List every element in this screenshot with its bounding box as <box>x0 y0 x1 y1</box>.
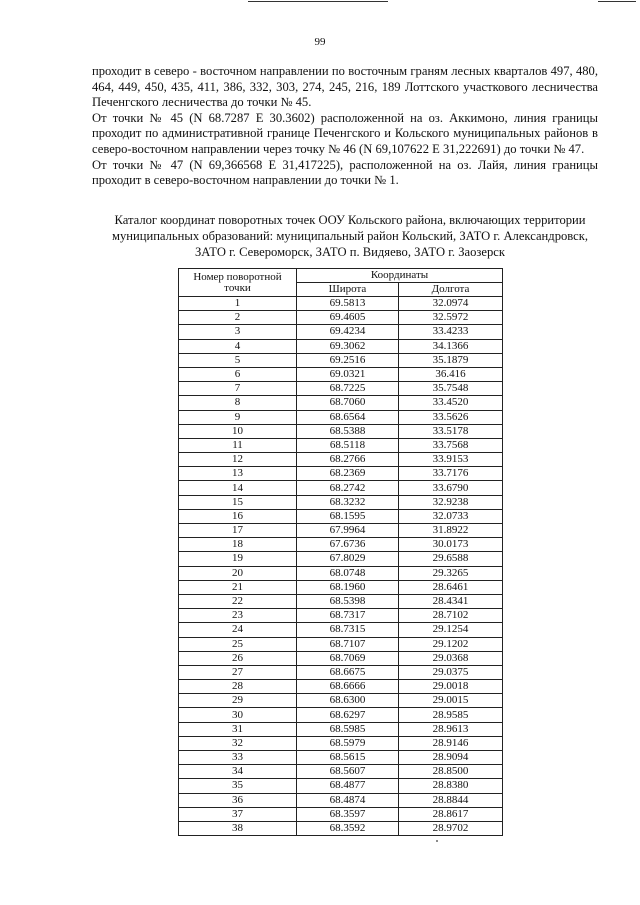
longitude-cell: 29.0375 <box>399 665 503 679</box>
latitude-cell: 68.5398 <box>297 594 399 608</box>
longitude-cell: 33.4233 <box>399 325 503 339</box>
table-row <box>179 438 503 452</box>
point-number-cell: 11 <box>179 438 297 452</box>
table-row <box>179 566 503 580</box>
longitude-cell: 33.7568 <box>399 438 503 452</box>
latitude-cell: 68.5979 <box>297 736 399 750</box>
table-caption <box>60 212 640 260</box>
point-number-cell: 26 <box>179 651 297 665</box>
longitude-cell: 28.9613 <box>399 722 503 736</box>
table-row <box>179 396 503 410</box>
longitude-cell: 28.8500 <box>399 765 503 779</box>
point-number-cell: 35 <box>179 779 297 793</box>
longitude-cell: 33.9153 <box>399 453 503 467</box>
latitude-cell: 68.6675 <box>297 665 399 679</box>
table-row <box>179 524 503 538</box>
point-number-cell: 6 <box>179 367 297 381</box>
longitude-cell: 28.9146 <box>399 736 503 750</box>
longitude-cell: 29.0368 <box>399 651 503 665</box>
table-row <box>179 623 503 637</box>
latitude-cell: 68.3597 <box>297 807 399 821</box>
caption-line: ЗАТО г. Североморск, ЗАТО п. Видяево, ЗАТО г. Заозерск <box>195 245 505 259</box>
table-row <box>179 367 503 381</box>
point-number-cell: 19 <box>179 552 297 566</box>
point-number-cell: 18 <box>179 538 297 552</box>
longitude-cell: 32.5972 <box>399 311 503 325</box>
latitude-cell: 68.1595 <box>297 509 399 523</box>
longitude-cell: 28.8844 <box>399 793 503 807</box>
point-number-cell: 28 <box>179 680 297 694</box>
latitude-cell: 69.3062 <box>297 339 399 353</box>
longitude-cell: 31.8922 <box>399 524 503 538</box>
table-row <box>179 637 503 651</box>
latitude-cell: 68.5388 <box>297 424 399 438</box>
latitude-cell: 68.7060 <box>297 396 399 410</box>
table-row <box>179 722 503 736</box>
point-number-cell: 12 <box>179 453 297 467</box>
body-text <box>92 64 598 189</box>
table-row <box>179 807 503 821</box>
table-row <box>179 609 503 623</box>
point-number-cell: 38 <box>179 821 297 835</box>
point-number-cell: 27 <box>179 665 297 679</box>
table-row <box>179 509 503 523</box>
point-number-cell: 5 <box>179 353 297 367</box>
longitude-cell: 33.4520 <box>399 396 503 410</box>
table-row <box>179 694 503 708</box>
latitude-cell: 68.7225 <box>297 382 399 396</box>
longitude-cell: 34.1366 <box>399 339 503 353</box>
table-row <box>179 708 503 722</box>
longitude-cell: 28.9585 <box>399 708 503 722</box>
latitude-cell: 67.8029 <box>297 552 399 566</box>
longitude-cell: 36.416 <box>399 367 503 381</box>
table-row <box>179 311 503 325</box>
point-number-cell: 33 <box>179 751 297 765</box>
latitude-cell: 68.6297 <box>297 708 399 722</box>
table-row <box>179 410 503 424</box>
latitude-cell: 68.7317 <box>297 609 399 623</box>
longitude-cell: 33.7176 <box>399 467 503 481</box>
latitude-cell: 68.2742 <box>297 481 399 495</box>
table-row <box>179 297 503 311</box>
table-row <box>179 339 503 353</box>
paragraph: проходит в северо - восточном направлении по восточным граням лесных кварталов 497, 480, 464, 449, 450, 435, 411, 386, 332, 303, 274, 245, 216, 189 Лоттского участкового лесничества Печенгского лесничества до точки № 45. <box>92 64 598 110</box>
scan-artifact-line <box>248 1 388 2</box>
latitude-cell: 68.6300 <box>297 694 399 708</box>
point-number-cell: 8 <box>179 396 297 410</box>
point-number-cell: 25 <box>179 637 297 651</box>
longitude-cell: 30.0173 <box>399 538 503 552</box>
scan-artifact-line <box>598 1 636 2</box>
longitude-cell: 29.0015 <box>399 694 503 708</box>
point-number-cell: 4 <box>179 339 297 353</box>
caption-line: муниципальных образований: муниципальный район Кольский, ЗАТО г. Александровск, <box>111 229 589 243</box>
longitude-cell: 29.6588 <box>399 552 503 566</box>
table-row <box>179 736 503 750</box>
table-row <box>179 538 503 552</box>
point-number-cell: 30 <box>179 708 297 722</box>
latitude-cell: 69.0321 <box>297 367 399 381</box>
point-number-cell: 15 <box>179 495 297 509</box>
longitude-cell: 28.8617 <box>399 807 503 821</box>
latitude-cell: 68.3592 <box>297 821 399 835</box>
scan-speck <box>436 840 438 842</box>
point-number-cell: 36 <box>179 793 297 807</box>
longitude-cell: 29.0018 <box>399 680 503 694</box>
latitude-cell: 68.7107 <box>297 637 399 651</box>
longitude-cell: 35.1879 <box>399 353 503 367</box>
point-number-cell: 31 <box>179 722 297 736</box>
table-row <box>179 495 503 509</box>
longitude-cell: 28.4341 <box>399 594 503 608</box>
longitude-cell: 29.1202 <box>399 637 503 651</box>
latitude-cell: 68.6564 <box>297 410 399 424</box>
longitude-cell: 32.0974 <box>399 297 503 311</box>
header-latitude: Широта <box>297 283 399 297</box>
latitude-cell: 68.5615 <box>297 751 399 765</box>
latitude-cell: 68.1960 <box>297 580 399 594</box>
table-row <box>179 779 503 793</box>
point-number-cell: 14 <box>179 481 297 495</box>
point-number-cell: 1 <box>179 297 297 311</box>
latitude-cell: 68.6666 <box>297 680 399 694</box>
page-number: 99 <box>314 36 326 48</box>
table-row <box>179 481 503 495</box>
latitude-cell: 68.5607 <box>297 765 399 779</box>
longitude-cell: 35.7548 <box>399 382 503 396</box>
point-number-cell: 7 <box>179 382 297 396</box>
table-row <box>179 325 503 339</box>
latitude-cell: 69.2516 <box>297 353 399 367</box>
paragraph: От точки № 47 (N 69,366568 E 31,417225), расположенной на оз. Лайя, линия границы проходит в северо-восточном направлении до точки № 1. <box>92 157 598 188</box>
point-number-cell: 24 <box>179 623 297 637</box>
point-number-cell: 29 <box>179 694 297 708</box>
longitude-cell: 28.8380 <box>399 779 503 793</box>
point-number-cell: 32 <box>179 736 297 750</box>
table-row <box>179 467 503 481</box>
header-coordinates: Координаты <box>297 269 503 283</box>
table-row <box>179 651 503 665</box>
longitude-cell: 33.6790 <box>399 481 503 495</box>
table-body <box>179 297 503 836</box>
point-number-cell: 23 <box>179 609 297 623</box>
point-number-cell: 21 <box>179 580 297 594</box>
table-row <box>179 382 503 396</box>
latitude-cell: 67.6736 <box>297 538 399 552</box>
table-row <box>179 424 503 438</box>
coordinates-table <box>178 268 503 836</box>
latitude-cell: 68.2766 <box>297 453 399 467</box>
header-longitude: Долгота <box>399 283 503 297</box>
longitude-cell: 28.9702 <box>399 821 503 835</box>
point-number-cell: 2 <box>179 311 297 325</box>
header-point-number: Номер поворотной точки <box>179 269 297 297</box>
latitude-cell: 68.4877 <box>297 779 399 793</box>
longitude-cell: 28.6461 <box>399 580 503 594</box>
point-number-cell: 16 <box>179 509 297 523</box>
latitude-cell: 68.7315 <box>297 623 399 637</box>
latitude-cell: 68.3232 <box>297 495 399 509</box>
table-row <box>179 680 503 694</box>
point-number-cell: 17 <box>179 524 297 538</box>
longitude-cell: 32.0733 <box>399 509 503 523</box>
table-row <box>179 821 503 835</box>
longitude-cell: 29.1254 <box>399 623 503 637</box>
point-number-cell: 10 <box>179 424 297 438</box>
point-number-cell: 37 <box>179 807 297 821</box>
table-row <box>179 453 503 467</box>
longitude-cell: 33.5178 <box>399 424 503 438</box>
latitude-cell: 68.4874 <box>297 793 399 807</box>
longitude-cell: 33.5626 <box>399 410 503 424</box>
table-row <box>179 353 503 367</box>
point-number-cell: 9 <box>179 410 297 424</box>
latitude-cell: 68.5118 <box>297 438 399 452</box>
paragraph: От точки № 45 (N 68.7287 E 30.3602) расположенной на оз. Аккимоно, линия границы проходит по административной границе Печенгского и Кольского муниципальных районов в северо-восточном направлении через точку № 46 (N 69,107622 E 31,222691) до точки № 47. <box>92 110 598 156</box>
latitude-cell: 68.0748 <box>297 566 399 580</box>
point-number-cell: 13 <box>179 467 297 481</box>
latitude-cell: 69.4234 <box>297 325 399 339</box>
latitude-cell: 68.2369 <box>297 467 399 481</box>
table-row <box>179 751 503 765</box>
table-row <box>179 765 503 779</box>
latitude-cell: 68.5985 <box>297 722 399 736</box>
longitude-cell: 29.3265 <box>399 566 503 580</box>
longitude-cell: 28.9094 <box>399 751 503 765</box>
point-number-cell: 22 <box>179 594 297 608</box>
table-row <box>179 594 503 608</box>
table-row <box>179 580 503 594</box>
point-number-cell: 20 <box>179 566 297 580</box>
point-number-cell: 34 <box>179 765 297 779</box>
table-row <box>179 793 503 807</box>
table-row <box>179 552 503 566</box>
point-number-cell: 3 <box>179 325 297 339</box>
table-row <box>179 665 503 679</box>
caption-line: Каталог координат поворотных точек ООУ Кольского района, включающих территории <box>114 213 586 227</box>
latitude-cell: 69.4605 <box>297 311 399 325</box>
longitude-cell: 28.7102 <box>399 609 503 623</box>
latitude-cell: 67.9964 <box>297 524 399 538</box>
latitude-cell: 69.5813 <box>297 297 399 311</box>
longitude-cell: 32.9238 <box>399 495 503 509</box>
latitude-cell: 68.7069 <box>297 651 399 665</box>
